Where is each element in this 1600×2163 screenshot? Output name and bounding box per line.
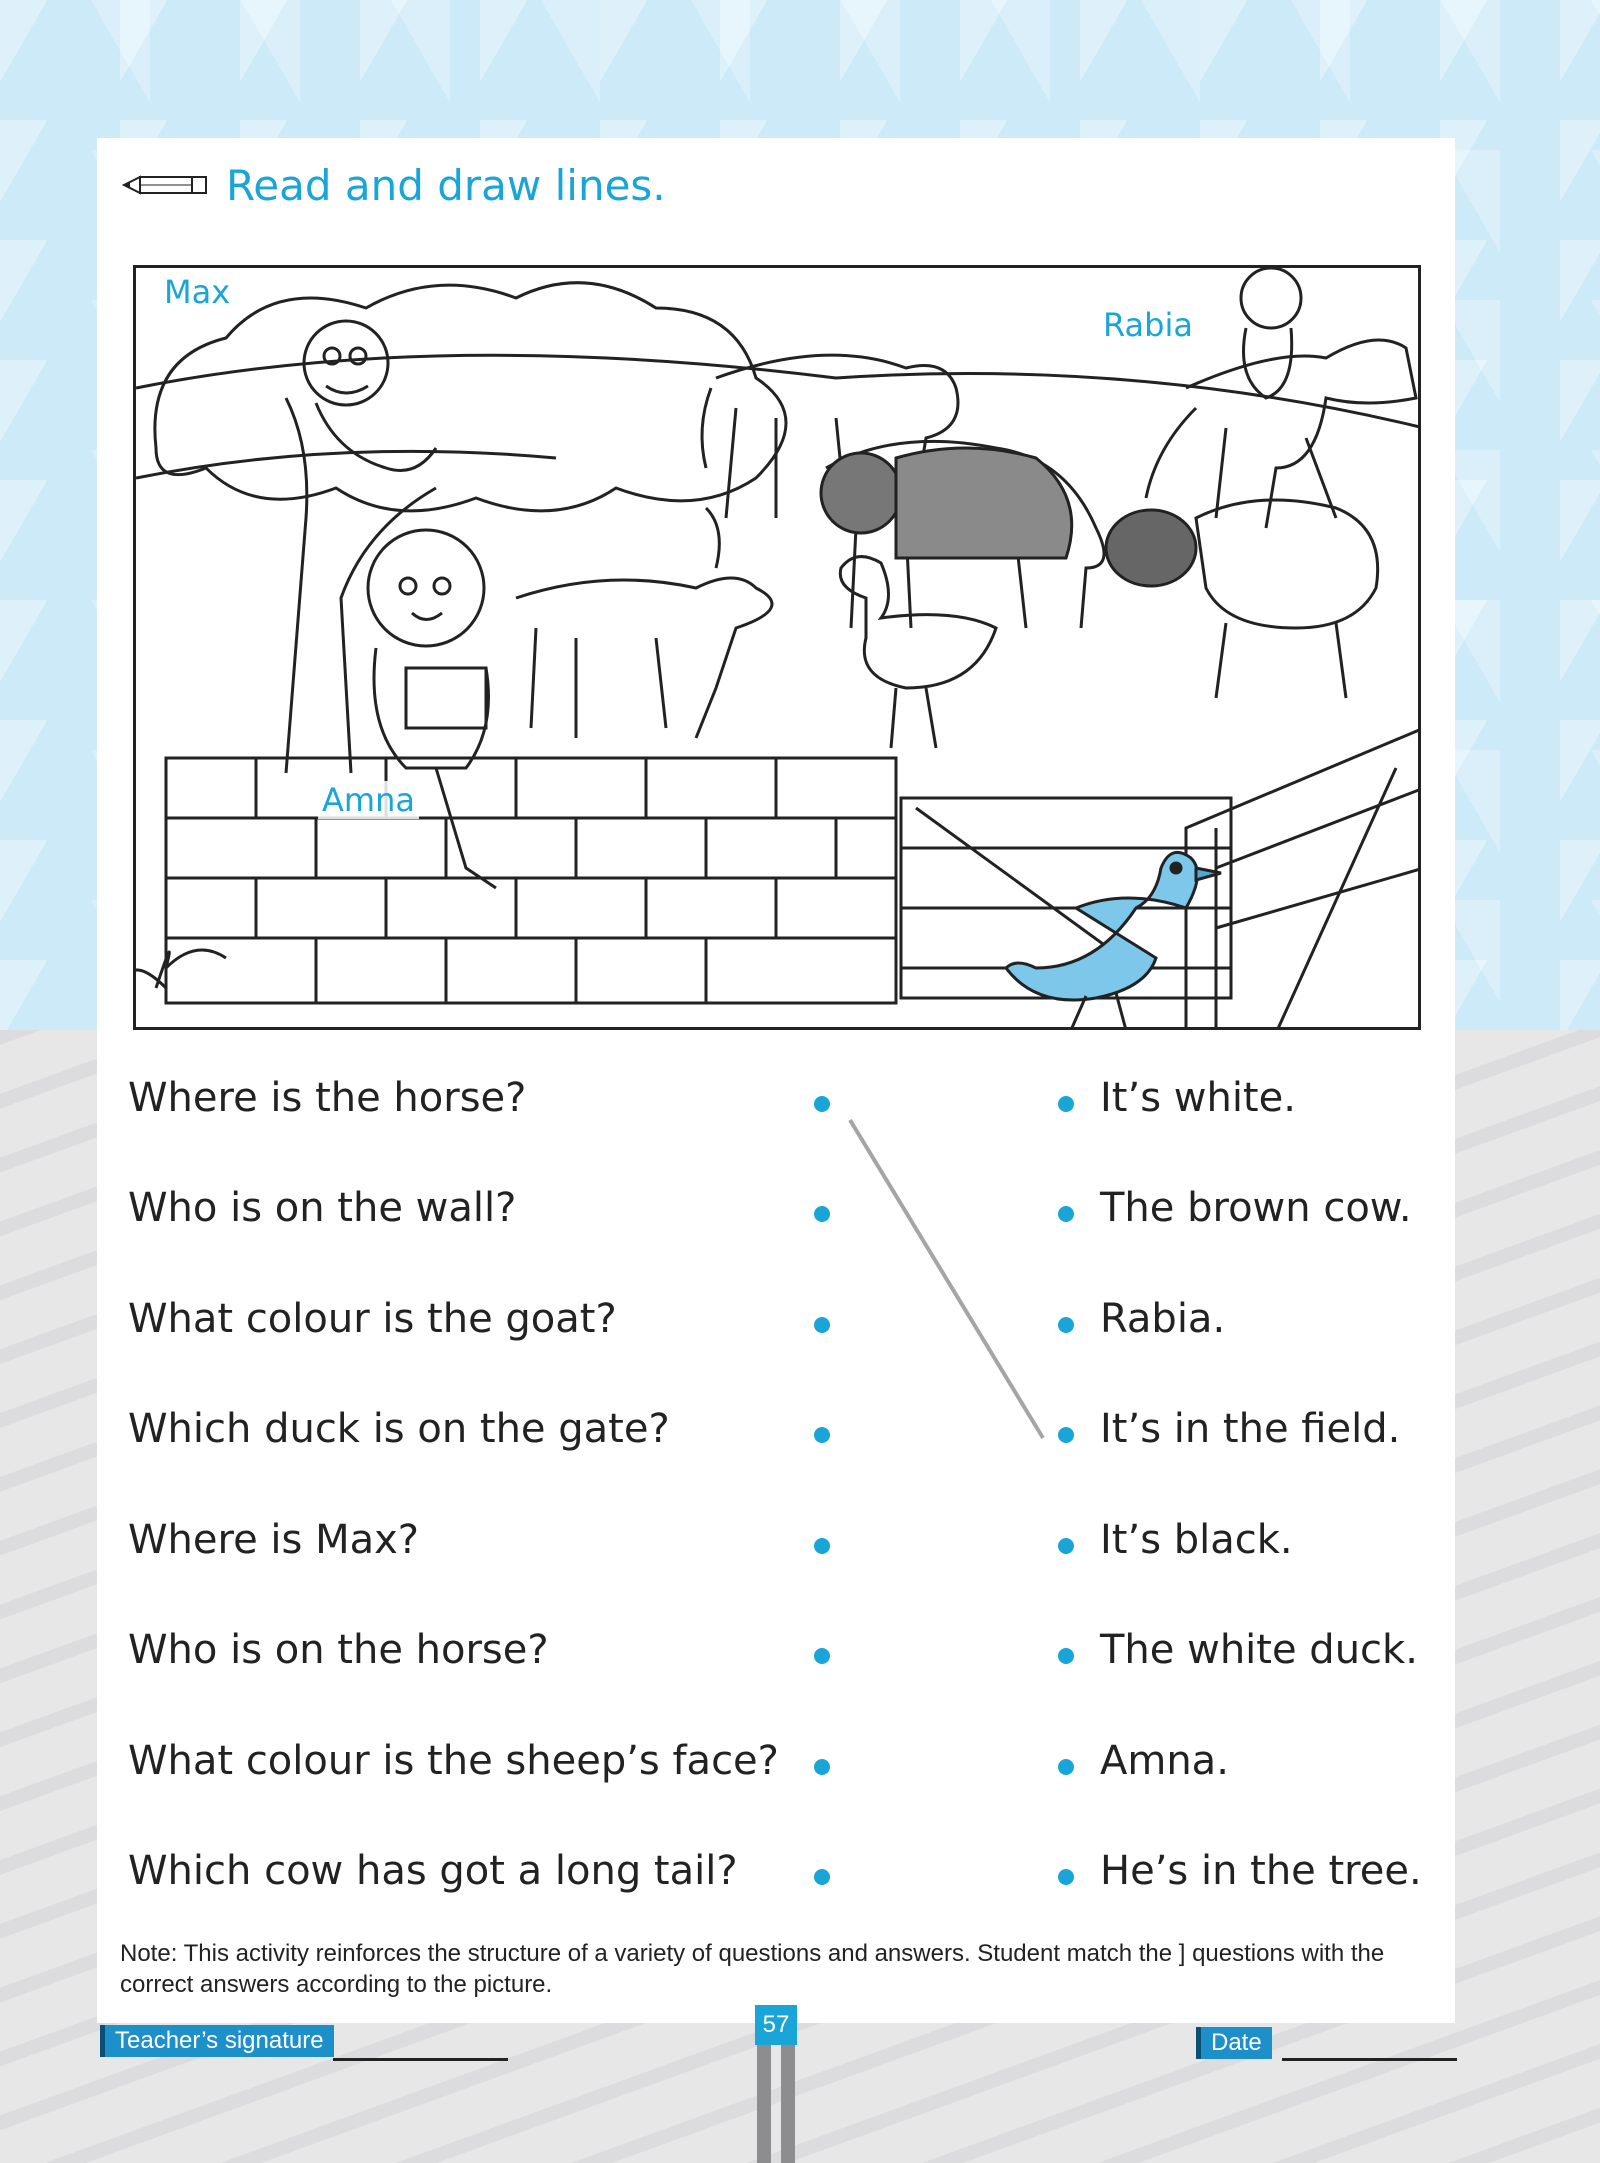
- page-number: 57: [755, 2005, 797, 2045]
- question-dot-6[interactable]: [814, 1648, 830, 1664]
- answer-2: The brown cow.: [1100, 1185, 1412, 1231]
- spine-bar-left: [757, 2045, 771, 2163]
- answer-dot-2[interactable]: [1058, 1206, 1074, 1222]
- question-dot-7[interactable]: [814, 1759, 830, 1775]
- question-3: What colour is the goat?: [128, 1296, 617, 1342]
- answer-6: The white duck.: [1100, 1627, 1418, 1673]
- answer-dot-7[interactable]: [1058, 1759, 1074, 1775]
- date-label: Date: [1196, 2027, 1272, 2059]
- answer-dot-4[interactable]: [1058, 1427, 1074, 1443]
- qa-row-6: [128, 1627, 1428, 1687]
- qa-row-7: [128, 1738, 1428, 1798]
- label-amna: Amna: [318, 781, 419, 819]
- question-7: What colour is the sheep’s face?: [128, 1738, 779, 1784]
- label-max: Max: [160, 273, 234, 311]
- qa-row-3: [128, 1296, 1428, 1356]
- answer-4: It’s in the field.: [1100, 1406, 1401, 1452]
- page-title: Read and draw lines.: [226, 160, 666, 210]
- answer-dot-8[interactable]: [1058, 1869, 1074, 1885]
- answer-dot-5[interactable]: [1058, 1538, 1074, 1554]
- qa-row-5: [128, 1517, 1428, 1577]
- answer-dot-1[interactable]: [1058, 1096, 1074, 1112]
- answer-1: It’s white.: [1100, 1075, 1296, 1121]
- question-2: Who is on the wall?: [128, 1185, 517, 1231]
- question-dot-2[interactable]: [814, 1206, 830, 1222]
- answer-dot-3[interactable]: [1058, 1317, 1074, 1333]
- question-5: Where is Max?: [128, 1517, 419, 1563]
- label-rabia: Rabia: [1099, 306, 1197, 344]
- answer-dot-6[interactable]: [1058, 1648, 1074, 1664]
- teacher-note: Note: This activity reinforces the structure of a variety of questions and answers. Student match the ] questions with the correct answers according to the picture.: [120, 1940, 1385, 1998]
- farm-scene-drawing: [136, 268, 1421, 1030]
- qa-row-4: [128, 1406, 1428, 1466]
- qa-row-2: [128, 1185, 1428, 1245]
- instruction-header: [122, 155, 666, 215]
- answer-8: He’s in the tree.: [1100, 1848, 1422, 1894]
- date-line[interactable]: [1282, 2058, 1457, 2061]
- question-dot-1[interactable]: [814, 1096, 830, 1112]
- question-dot-3[interactable]: [814, 1317, 830, 1333]
- question-8: Which cow has got a long tail?: [128, 1848, 738, 1894]
- question-dot-5[interactable]: [814, 1538, 830, 1554]
- question-6: Who is on the horse?: [128, 1627, 549, 1673]
- question-1: Where is the horse?: [128, 1075, 527, 1121]
- question-4: Which duck is on the gate?: [128, 1406, 670, 1452]
- qa-row-8: [128, 1848, 1428, 1908]
- question-dot-8[interactable]: [814, 1869, 830, 1885]
- answer-7: Amna.: [1100, 1738, 1229, 1784]
- farm-illustration: [133, 265, 1421, 1030]
- teacher-signature-line[interactable]: [333, 2058, 508, 2061]
- teacher-signature-label: Teacher’s signature: [100, 2025, 334, 2057]
- qa-row-1: [128, 1075, 1428, 1135]
- blue-duck: [1006, 852, 1221, 1030]
- answer-3: Rabia.: [1100, 1296, 1226, 1342]
- spine-bar-right: [781, 2045, 795, 2163]
- question-dot-4[interactable]: [814, 1427, 830, 1443]
- pencil-icon: [122, 170, 212, 200]
- answer-5: It’s black.: [1100, 1517, 1293, 1563]
